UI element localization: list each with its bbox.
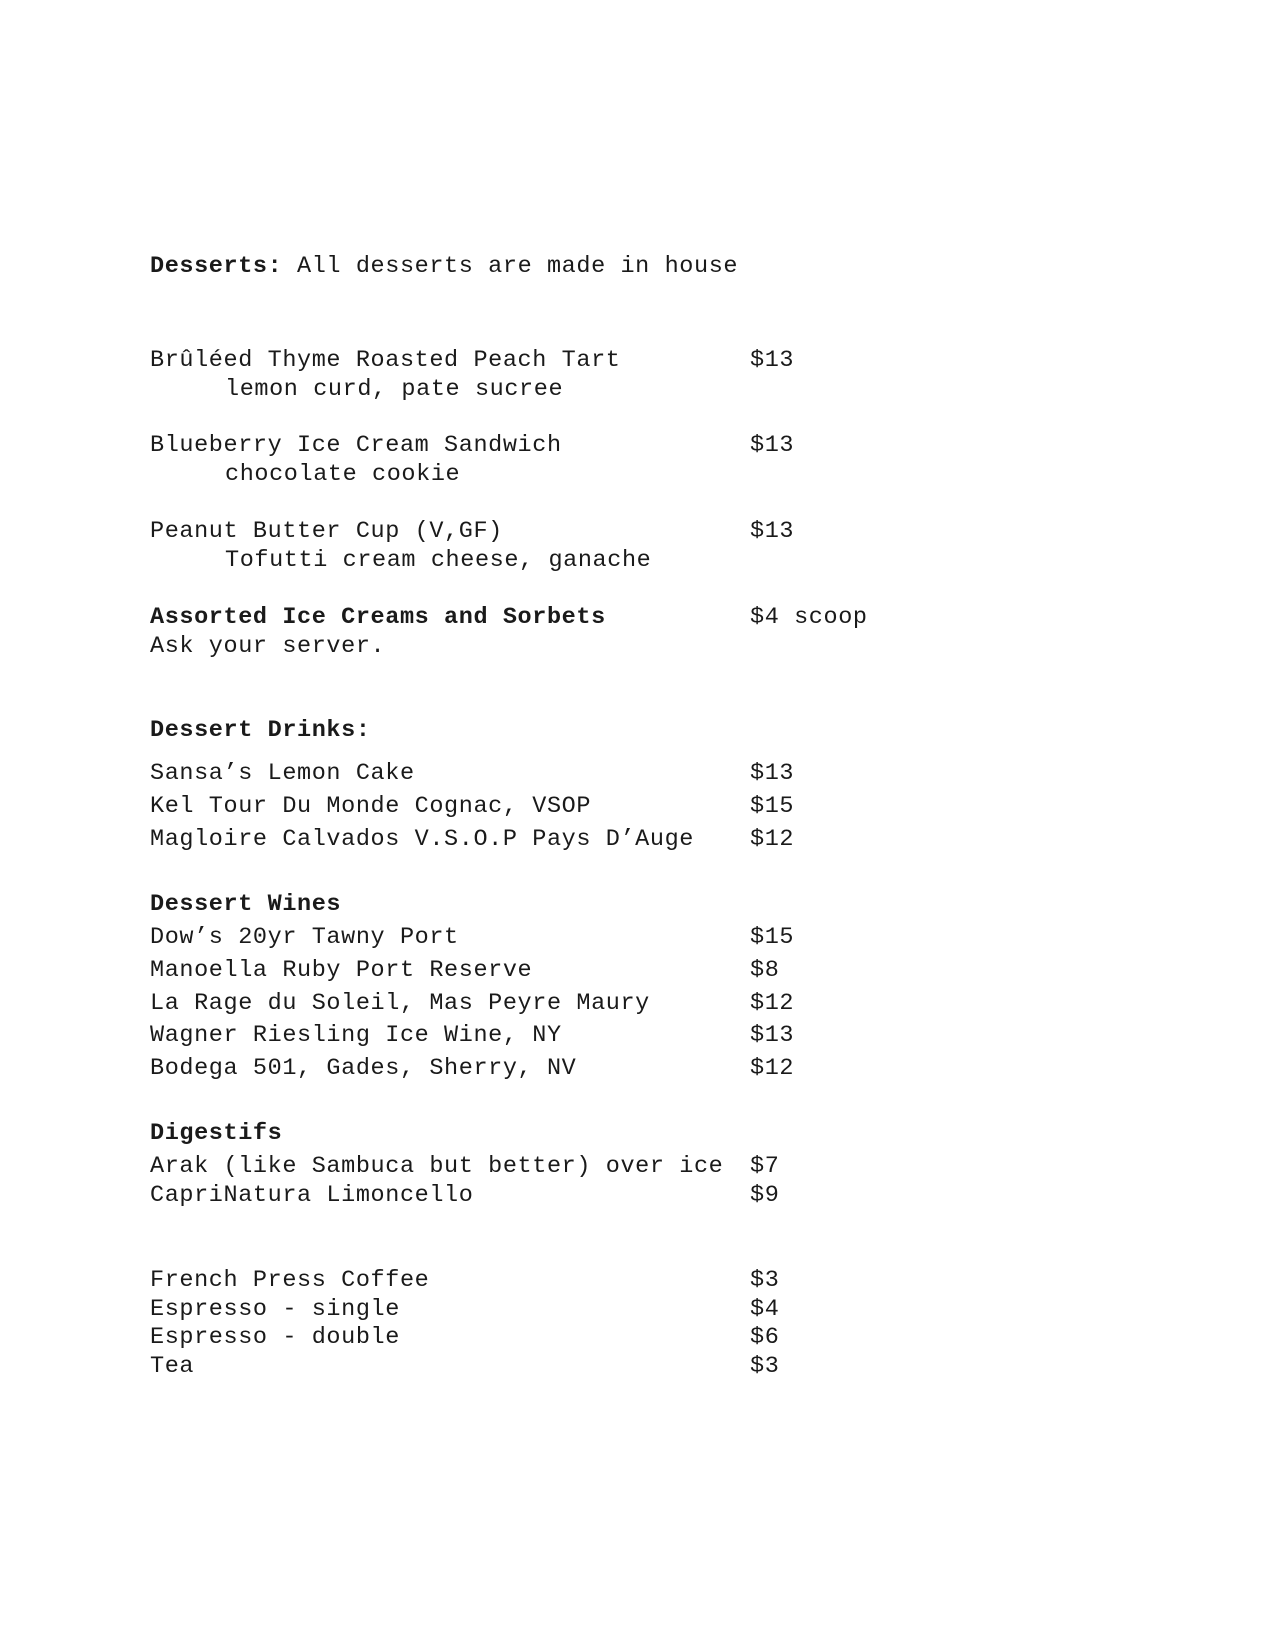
digestifs-heading: Digestifs [150,1120,283,1147]
digestif-name: CapriNatura Limoncello [150,1182,474,1209]
drink-name: Kel Tour Du Monde Cognac, VSOP [150,793,592,820]
dessert-wines-heading: Dessert Wines [150,891,342,918]
coffee-name: Espresso - single [150,1296,400,1323]
coffee-price: $3 [750,1353,780,1380]
coffee-name: French Press Coffee [150,1267,430,1294]
dessert-description: lemon curd, pate sucree [225,376,564,403]
wine-name: Manoella Ruby Port Reserve [150,957,533,984]
drink-price: $15 [750,793,795,820]
wine-name: Bodega 501, Gades, Sherry, NV [150,1055,577,1082]
ice-cream-price: $4 scoop [750,604,868,631]
dessert-drinks-heading: Dessert Drinks: [150,717,371,744]
dessert-price: $13 [750,432,795,459]
coffee-price: $4 [750,1296,780,1323]
dessert-price: $13 [750,518,795,545]
digestif-price: $9 [750,1182,780,1209]
wine-price: $15 [750,924,795,951]
wine-price: $13 [750,1022,795,1049]
drink-price: $13 [750,760,795,787]
coffee-name: Tea [150,1353,195,1380]
drink-price: $12 [750,826,795,853]
digestif-name: Arak (like Sambuca but better) over ice [150,1153,724,1180]
ice-cream-name: Assorted Ice Creams and Sorbets [150,604,606,631]
coffee-price: $3 [750,1267,780,1294]
wine-name: La Rage du Soleil, Mas Peyre Maury [150,990,650,1017]
drink-name: Sansa’s Lemon Cake [150,760,415,787]
wine-price: $12 [750,1055,795,1082]
digestif-price: $7 [750,1153,780,1180]
desserts-heading: Desserts: [150,253,283,280]
menu-page [150,0,1200,1650]
desserts-note: All desserts are made in house [282,253,739,280]
dessert-name: Blueberry Ice Cream Sandwich [150,432,562,459]
wine-price: $8 [750,957,780,984]
desserts-header [150,252,738,282]
dessert-description: Tofutti cream cheese, ganache [225,547,652,574]
drink-name: Magloire Calvados V.S.O.P Pays D’Auge [150,826,694,853]
dessert-name: Brûléed Thyme Roasted Peach Tart [150,347,621,374]
dessert-price: $13 [750,347,795,374]
coffee-name: Espresso - double [150,1324,400,1351]
ice-cream-note: Ask your server. [150,633,386,660]
coffee-price: $6 [750,1324,780,1351]
wine-name: Dow’s 20yr Tawny Port [150,924,459,951]
wine-name: Wagner Riesling Ice Wine, NY [150,1022,562,1049]
dessert-description: chocolate cookie [225,461,461,488]
dessert-name: Peanut Butter Cup (V,GF) [150,518,503,545]
wine-price: $12 [750,990,795,1017]
